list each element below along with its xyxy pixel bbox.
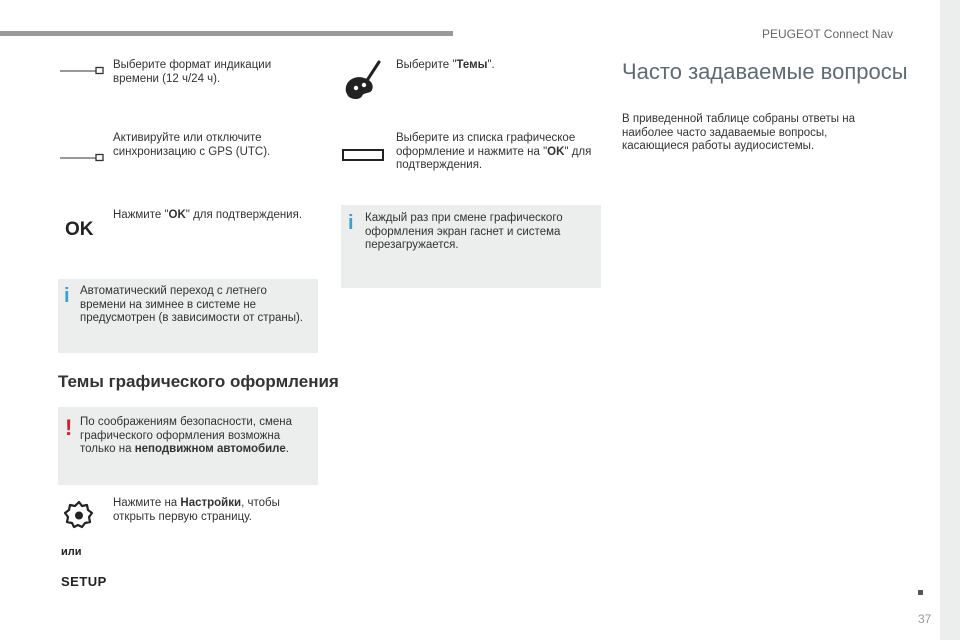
step-settings: Нажмите на Настройки, чтобы открыть первую страницу. — [113, 497, 280, 523]
info-icon: i — [64, 285, 70, 307]
warning-icon: ! — [65, 415, 73, 440]
header-brand: PEUGEOT Connect Nav — [762, 27, 894, 41]
faq-intro: В приведенной таблице собраны ответы на наиболее часто задаваемые вопросы, касающиеся работы аудиосистемы. — [622, 113, 855, 152]
step-time-format: Выберите формат индикации времени (12 ч/24 ч). — [113, 59, 272, 85]
warning-note — [58, 407, 318, 485]
info-note-dst — [58, 279, 318, 353]
step-gps-sync: Активируйте или отключите синхронизацию с GPS (UTC). — [113, 132, 271, 158]
page-marker — [918, 590, 923, 595]
section-title: Темы графического оформления — [58, 372, 339, 391]
right-margin-bar — [940, 0, 960, 640]
warning-text: По соображениям безопасности, смена графического оформления возможна только на неподвижном автомобиле. — [80, 416, 292, 455]
palette-icon — [342, 58, 382, 104]
step-select-theme: Выберите "Темы". — [396, 59, 495, 71]
page-number: 37 — [918, 612, 932, 626]
or-label: или — [61, 546, 82, 558]
setup-label: SETUP — [61, 574, 107, 589]
gear-icon — [64, 500, 94, 530]
ok-icon: OK — [65, 219, 94, 240]
slider-icon — [58, 150, 104, 160]
info-dst-text: Автоматический переход с летнего времени на зимнее в системе не предусмотрен (в зависимости от страны). — [80, 285, 304, 324]
step-select-list: Выберите из списка графическое оформление и нажмите на "OK" для подтверждения. — [396, 132, 592, 171]
info-note-restart — [341, 205, 601, 288]
step-ok-confirm: Нажмите "OK" для подтверждения. — [113, 209, 303, 221]
info-icon: i — [348, 212, 354, 234]
faq-title: Часто задаваемые вопросы — [622, 59, 908, 84]
list-icon — [342, 149, 384, 161]
info-restart-text: Каждый раз при смене графического оформления экран гаснет и система перезагружается. — [365, 212, 563, 251]
top-rule — [0, 31, 453, 36]
slider-icon — [58, 63, 104, 73]
